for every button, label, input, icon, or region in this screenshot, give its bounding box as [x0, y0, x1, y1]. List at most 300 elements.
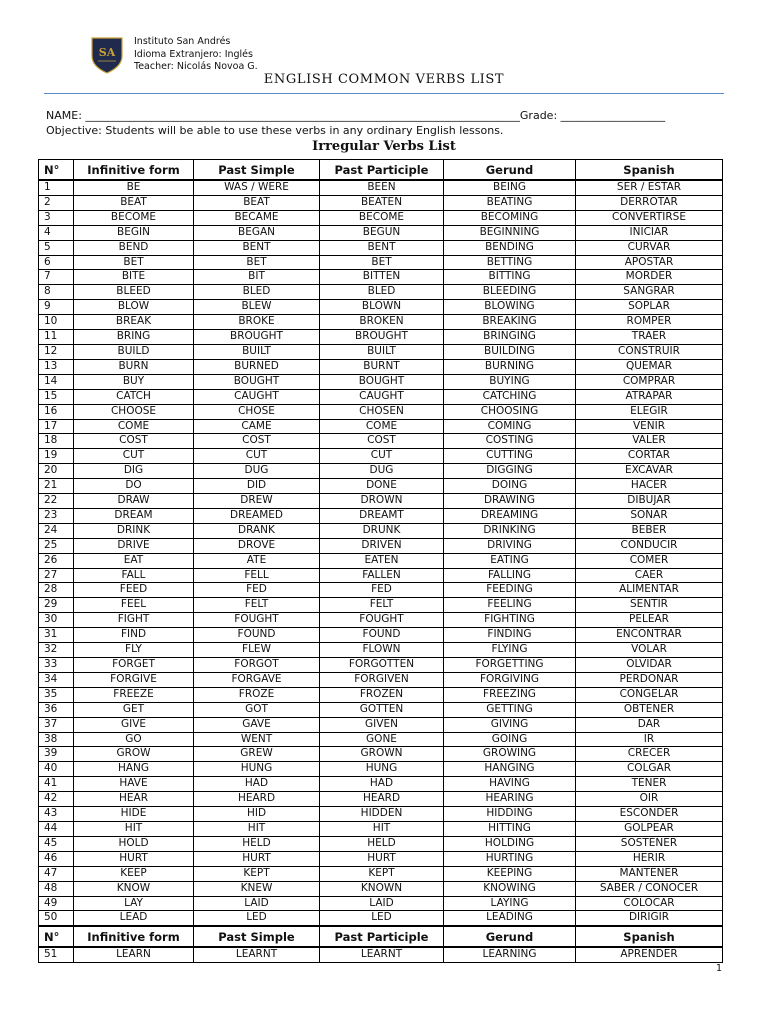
verb-cell: SER / ESTAR: [576, 180, 723, 195]
verb-cell: BECOMING: [444, 210, 576, 225]
verb-cell: BECOME: [74, 210, 194, 225]
verb-cell: FOUND: [194, 628, 320, 643]
verb-cell: COLOCAR: [576, 896, 723, 911]
row-number: 3: [39, 210, 74, 225]
verb-cell: CURVAR: [576, 240, 723, 255]
verb-cell: FIGHT: [74, 613, 194, 628]
row-number: 21: [39, 479, 74, 494]
irregular-verbs-table: [38, 159, 723, 963]
verb-cell: BETTING: [444, 255, 576, 270]
name-blank[interactable]: _______________________________________________________________________________: [85, 109, 520, 122]
verb-cell: KEEPING: [444, 866, 576, 881]
verb-cell: FED: [320, 583, 444, 598]
verb-cell: GROW: [74, 747, 194, 762]
row-number: 5: [39, 240, 74, 255]
table-row: [39, 881, 723, 896]
verb-cell: CAME: [194, 419, 320, 434]
verb-cell: FLEW: [194, 643, 320, 658]
verb-cell: BUYING: [444, 374, 576, 389]
verb-cell: HAD: [194, 777, 320, 792]
verb-cell: DREAM: [74, 508, 194, 523]
verb-cell: HURT: [74, 851, 194, 866]
verb-cell: BLOWN: [320, 300, 444, 315]
verb-cell: COME: [320, 419, 444, 434]
verb-cell: WENT: [194, 732, 320, 747]
table-row: [39, 658, 723, 673]
verb-cell: BROKEN: [320, 315, 444, 330]
column-header: N°: [39, 926, 74, 947]
row-number: 17: [39, 419, 74, 434]
table-header-row-repeat: [39, 926, 723, 947]
verb-cell: CUTTING: [444, 449, 576, 464]
row-number: 40: [39, 762, 74, 777]
table-row: [39, 851, 723, 866]
table-row: [39, 210, 723, 225]
verb-cell: GO: [74, 732, 194, 747]
column-header: Spanish: [576, 160, 723, 181]
table-row: [39, 434, 723, 449]
verb-cell: TENER: [576, 777, 723, 792]
verb-cell: BURNT: [320, 359, 444, 374]
table-row: [39, 404, 723, 419]
verb-cell: WAS / WERE: [194, 180, 320, 195]
verb-cell: EATING: [444, 553, 576, 568]
table-row: [39, 896, 723, 911]
verb-cell: GETTING: [444, 702, 576, 717]
verb-cell: FREEZING: [444, 687, 576, 702]
row-number: 11: [39, 330, 74, 345]
verb-cell: ELEGIR: [576, 404, 723, 419]
verb-cell: BROKE: [194, 315, 320, 330]
verb-cell: DONE: [320, 479, 444, 494]
table-row: [39, 419, 723, 434]
verb-cell: DRIVING: [444, 538, 576, 553]
verb-cell: KNEW: [194, 881, 320, 896]
row-number: 14: [39, 374, 74, 389]
table-row: [39, 195, 723, 210]
row-number: 23: [39, 508, 74, 523]
row-number: 24: [39, 523, 74, 538]
table-row: [39, 807, 723, 822]
table-row: [39, 389, 723, 404]
table-row: [39, 285, 723, 300]
verb-cell: FLOWN: [320, 643, 444, 658]
verb-cell: COST: [320, 434, 444, 449]
verb-cell: GONE: [320, 732, 444, 747]
verb-cell: FELL: [194, 568, 320, 583]
verb-cell: CAER: [576, 568, 723, 583]
column-header: Past Participle: [320, 160, 444, 181]
row-number: 19: [39, 449, 74, 464]
verb-cell: COMER: [576, 553, 723, 568]
table-row: [39, 374, 723, 389]
verb-cell: HANGING: [444, 762, 576, 777]
verb-cell: FOUGHT: [320, 613, 444, 628]
table-row: [39, 598, 723, 613]
verb-cell: DID: [194, 479, 320, 494]
verb-cell: COMING: [444, 419, 576, 434]
verb-cell: GREW: [194, 747, 320, 762]
table-row: [39, 777, 723, 792]
verb-cell: HITTING: [444, 821, 576, 836]
verb-cell: FORGIVE: [74, 672, 194, 687]
verb-cell: DREW: [194, 494, 320, 509]
verb-cell: BECAME: [194, 210, 320, 225]
verb-cell: CATCHING: [444, 389, 576, 404]
table-row: [39, 240, 723, 255]
verb-cell: SENTIR: [576, 598, 723, 613]
verb-cell: HURTING: [444, 851, 576, 866]
verb-cell: CHOOSING: [444, 404, 576, 419]
verb-cell: BITTING: [444, 270, 576, 285]
table-row: [39, 947, 723, 962]
verb-cell: HERIR: [576, 851, 723, 866]
row-number: 45: [39, 836, 74, 851]
table-row: [39, 821, 723, 836]
table-body: [39, 180, 723, 926]
verb-cell: DROWN: [320, 494, 444, 509]
row-number: 47: [39, 866, 74, 881]
verb-cell: FLYING: [444, 643, 576, 658]
verb-cell: BE: [74, 180, 194, 195]
table-row: [39, 270, 723, 285]
table-row: [39, 523, 723, 538]
table-row: [39, 866, 723, 881]
verb-cell: DUG: [194, 464, 320, 479]
verb-cell: FROZE: [194, 687, 320, 702]
verb-cell: GOT: [194, 702, 320, 717]
table-continuation: [39, 926, 723, 947]
verb-cell: BEGAN: [194, 225, 320, 240]
verb-cell: TRAER: [576, 330, 723, 345]
verb-cell: GIVE: [74, 717, 194, 732]
row-number: 1: [39, 180, 74, 195]
verb-cell: COME: [74, 419, 194, 434]
verb-cell: BURN: [74, 359, 194, 374]
table-row: [39, 508, 723, 523]
verb-cell: CONGELAR: [576, 687, 723, 702]
verb-cell: GROWING: [444, 747, 576, 762]
table-row: [39, 300, 723, 315]
verb-cell: FEELING: [444, 598, 576, 613]
row-number: 36: [39, 702, 74, 717]
verb-cell: DRAWING: [444, 494, 576, 509]
name-label: NAME:: [46, 109, 82, 122]
verb-cell: KNOWN: [320, 881, 444, 896]
column-header: Past Simple: [194, 160, 320, 181]
verb-cell: FELT: [194, 598, 320, 613]
row-number: 9: [39, 300, 74, 315]
verb-cell: HOLD: [74, 836, 194, 851]
table-row: [39, 702, 723, 717]
verb-cell: SOSTENER: [576, 836, 723, 851]
verb-cell: HIDE: [74, 807, 194, 822]
verb-cell: LEAD: [74, 911, 194, 926]
section-title: Irregular Verbs List: [312, 139, 456, 154]
row-number: 34: [39, 672, 74, 687]
verb-cell: KNOW: [74, 881, 194, 896]
row-number: 10: [39, 315, 74, 330]
verb-cell: DIG: [74, 464, 194, 479]
table-header-row: [39, 160, 723, 181]
verb-cell: LEADING: [444, 911, 576, 926]
row-number: 30: [39, 613, 74, 628]
verb-cell: ROMPER: [576, 315, 723, 330]
verb-cell: FED: [194, 583, 320, 598]
row-number: 51: [39, 947, 74, 962]
verb-cell: DRINK: [74, 523, 194, 538]
row-number: 22: [39, 494, 74, 509]
row-number: 27: [39, 568, 74, 583]
verb-cell: FORGOTTEN: [320, 658, 444, 673]
verb-cell: GAVE: [194, 717, 320, 732]
verb-cell: BEING: [444, 180, 576, 195]
verb-cell: CORTAR: [576, 449, 723, 464]
verb-cell: LED: [320, 911, 444, 926]
school-name: Instituto San Andrés: [134, 36, 231, 47]
verb-cell: KEPT: [320, 866, 444, 881]
verb-cell: BURNING: [444, 359, 576, 374]
verb-cell: EXCAVAR: [576, 464, 723, 479]
row-number: 16: [39, 404, 74, 419]
verb-cell: BEGUN: [320, 225, 444, 240]
verb-cell: EATEN: [320, 553, 444, 568]
table-row: [39, 359, 723, 374]
verb-cell: BUILT: [194, 344, 320, 359]
table-row: [39, 344, 723, 359]
verb-cell: KNOWING: [444, 881, 576, 896]
verb-cell: FORGIVING: [444, 672, 576, 687]
verb-cell: BEND: [74, 240, 194, 255]
verb-cell: BUILDING: [444, 344, 576, 359]
verb-cell: FORGET: [74, 658, 194, 673]
verb-cell: BENDING: [444, 240, 576, 255]
verb-cell: HUNG: [194, 762, 320, 777]
row-number: 50: [39, 911, 74, 926]
verb-cell: LAID: [320, 896, 444, 911]
verb-cell: DO: [74, 479, 194, 494]
verb-cell: LEARN: [74, 947, 194, 962]
verb-cell: DIGGING: [444, 464, 576, 479]
verb-cell: HEARD: [194, 792, 320, 807]
verb-cell: HELD: [194, 836, 320, 851]
verb-cell: LEARNT: [320, 947, 444, 962]
row-number: 4: [39, 225, 74, 240]
table-row: [39, 180, 723, 195]
row-number: 8: [39, 285, 74, 300]
verb-cell: GROWN: [320, 747, 444, 762]
verb-cell: FORGOT: [194, 658, 320, 673]
verb-cell: FOUND: [320, 628, 444, 643]
name-grade-line: [46, 109, 665, 122]
verb-cell: BLEED: [74, 285, 194, 300]
verb-cell: ATE: [194, 553, 320, 568]
verb-cell: FALL: [74, 568, 194, 583]
verb-cell: CUT: [74, 449, 194, 464]
verb-cell: HEAR: [74, 792, 194, 807]
table-row: [39, 538, 723, 553]
verb-cell: GOING: [444, 732, 576, 747]
table-row: [39, 330, 723, 345]
verb-cell: FALLEN: [320, 568, 444, 583]
verb-cell: HIT: [74, 821, 194, 836]
verb-cell: EAT: [74, 553, 194, 568]
row-number: 32: [39, 643, 74, 658]
verb-cell: BEGIN: [74, 225, 194, 240]
verb-cell: FLY: [74, 643, 194, 658]
verb-cell: BUILD: [74, 344, 194, 359]
verb-cell: FOUGHT: [194, 613, 320, 628]
verb-cell: FORGIVEN: [320, 672, 444, 687]
verb-cell: OBTENER: [576, 702, 723, 717]
crest-letters: SA: [98, 46, 116, 59]
table-row: [39, 494, 723, 509]
verb-cell: BUILT: [320, 344, 444, 359]
table-row: [39, 672, 723, 687]
verb-cell: BROUGHT: [320, 330, 444, 345]
verb-cell: BLOWING: [444, 300, 576, 315]
verb-cell: FREEZE: [74, 687, 194, 702]
verb-cell: MANTENER: [576, 866, 723, 881]
verb-cell: HIT: [320, 821, 444, 836]
table-row: [39, 464, 723, 479]
verb-cell: COSTING: [444, 434, 576, 449]
verb-cell: MORDER: [576, 270, 723, 285]
verb-cell: DIBUJAR: [576, 494, 723, 509]
verb-cell: KEPT: [194, 866, 320, 881]
verb-cell: GOTTEN: [320, 702, 444, 717]
verb-cell: CAUGHT: [194, 389, 320, 404]
verb-cell: HID: [194, 807, 320, 822]
table-row: [39, 583, 723, 598]
verb-cell: LED: [194, 911, 320, 926]
column-header: Spanish: [576, 926, 723, 947]
grade-blank[interactable]: ___________________: [560, 109, 666, 122]
row-number: 13: [39, 359, 74, 374]
verb-cell: GOLPEAR: [576, 821, 723, 836]
grade-label: Grade:: [519, 109, 558, 122]
verb-cell: LAYING: [444, 896, 576, 911]
verb-cell: DERROTAR: [576, 195, 723, 210]
verb-cell: BROUGHT: [194, 330, 320, 345]
verb-cell: HEARING: [444, 792, 576, 807]
verb-cell: BLED: [194, 285, 320, 300]
verb-cell: BET: [194, 255, 320, 270]
verb-cell: CUT: [320, 449, 444, 464]
table-row: [39, 911, 723, 926]
subject-line: Idioma Extranjero: Inglés: [134, 48, 253, 60]
verb-cell: BEBER: [576, 523, 723, 538]
verb-cell: FIGHTING: [444, 613, 576, 628]
column-header: Gerund: [444, 160, 576, 181]
verb-cell: BEATEN: [320, 195, 444, 210]
row-number: 33: [39, 658, 74, 673]
verb-cell: CHOSE: [194, 404, 320, 419]
verb-cell: KEEP: [74, 866, 194, 881]
verb-cell: HANG: [74, 762, 194, 777]
teacher-line: Teacher: Nicolás Novoa G.: [134, 61, 258, 72]
table-row: [39, 628, 723, 643]
column-header: Gerund: [444, 926, 576, 947]
row-number: 7: [39, 270, 74, 285]
verb-cell: HURT: [320, 851, 444, 866]
verb-cell: PERDONAR: [576, 672, 723, 687]
row-number: 6: [39, 255, 74, 270]
verb-cell: ALIMENTAR: [576, 583, 723, 598]
column-header: Past Simple: [194, 926, 320, 947]
verb-cell: BLEEDING: [444, 285, 576, 300]
table-row: [39, 315, 723, 330]
verb-cell: COLGAR: [576, 762, 723, 777]
row-number: 15: [39, 389, 74, 404]
table-row: [39, 717, 723, 732]
verb-cell: FINDING: [444, 628, 576, 643]
row-number: 18: [39, 434, 74, 449]
table-body-continued: [39, 947, 723, 962]
school-info: [134, 36, 258, 74]
verb-cell: SABER / CONOCER: [576, 881, 723, 896]
verb-cell: DROVE: [194, 538, 320, 553]
row-number: 42: [39, 792, 74, 807]
verb-cell: DRANK: [194, 523, 320, 538]
verb-cell: BECOME: [320, 210, 444, 225]
verb-cell: FROZEN: [320, 687, 444, 702]
row-number: 38: [39, 732, 74, 747]
verb-cell: ATRAPAR: [576, 389, 723, 404]
verb-cell: LAID: [194, 896, 320, 911]
verb-cell: VALER: [576, 434, 723, 449]
verb-cell: SANGRAR: [576, 285, 723, 300]
verb-cell: BLOW: [74, 300, 194, 315]
row-number: 37: [39, 717, 74, 732]
table-row: [39, 449, 723, 464]
verb-cell: DREAMING: [444, 508, 576, 523]
verb-cell: HUNG: [320, 762, 444, 777]
row-number: 48: [39, 881, 74, 896]
row-number: 2: [39, 195, 74, 210]
verb-cell: HIT: [194, 821, 320, 836]
verb-cell: ESCONDER: [576, 807, 723, 822]
table-row: [39, 762, 723, 777]
verb-cell: DOING: [444, 479, 576, 494]
verb-cell: DRAW: [74, 494, 194, 509]
verb-cell: CAUGHT: [320, 389, 444, 404]
table-row: [39, 255, 723, 270]
verb-cell: DRUNK: [320, 523, 444, 538]
verb-cell: PELEAR: [576, 613, 723, 628]
verb-cell: CRECER: [576, 747, 723, 762]
column-header: Infinitive form: [74, 160, 194, 181]
verb-cell: HIDDING: [444, 807, 576, 822]
verb-cell: BUY: [74, 374, 194, 389]
verb-cell: SOÑAR: [576, 508, 723, 523]
verb-cell: HURT: [194, 851, 320, 866]
verb-cell: CHOSEN: [320, 404, 444, 419]
verb-cell: FEEL: [74, 598, 194, 613]
verb-cell: HIDDEN: [320, 807, 444, 822]
verb-cell: CHOOSE: [74, 404, 194, 419]
verb-cell: CONSTRUIR: [576, 344, 723, 359]
verb-cell: FIND: [74, 628, 194, 643]
verb-cell: BEGINNING: [444, 225, 576, 240]
verb-cell: CUT: [194, 449, 320, 464]
row-number: 44: [39, 821, 74, 836]
verb-cell: FELT: [320, 598, 444, 613]
verb-cell: GIVEN: [320, 717, 444, 732]
row-number: 29: [39, 598, 74, 613]
verb-cell: HACER: [576, 479, 723, 494]
verb-cell: BREAK: [74, 315, 194, 330]
